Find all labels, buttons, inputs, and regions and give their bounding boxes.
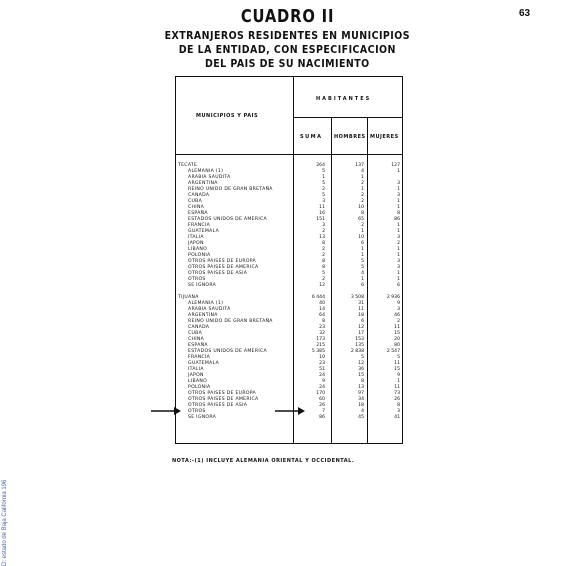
row-label: ITALIA [188,235,204,240]
mujeres-cell: 5 [397,355,400,360]
mujeres-cell: 46 [394,313,400,318]
hombres-cell: 3 508 [350,295,364,300]
suma-cell: 151 [316,217,325,222]
arrow-icon [274,406,306,416]
suma-cell: 5 [322,169,325,174]
header-divider [293,117,402,118]
hombres-cell: 1 [361,253,364,258]
mujeres-cell: 9 [397,301,400,306]
mujeres-cell: 20 [394,337,400,342]
hombres-cell: 31 [358,301,364,306]
hombres-cell: 6 [361,319,364,324]
suma-cell: 13 [319,235,325,240]
row-label: GUATEMALA [188,229,220,234]
suma-cell: 215 [316,343,325,348]
hombres-cell: 13 [358,385,364,390]
mujeres-cell: 3 [397,307,400,312]
arrow-icon [150,406,182,416]
suma-cell: 23 [319,361,325,366]
row-label: JAPON [188,373,204,378]
mujeres-cell: 1 [397,199,400,204]
mujeres-cell: 127 [391,163,400,168]
suma-cell: 24 [319,373,325,378]
suma-cell: 32 [319,331,325,336]
table-subtitle-line-1: EXTRANJEROS RESIDENTES EN MUNICIPIOS [164,30,411,42]
row-label: OTROS PAISES DE AMERICA [188,265,259,270]
mujeres-cell: 2 936 [386,295,400,300]
hombres-cell: 10 [358,205,364,210]
mujeres-cell: 3 [397,235,400,240]
suma-cell: 23 [319,325,325,330]
hombres-cell: 1 [361,229,364,234]
mujeres-cell: 15 [394,331,400,336]
row-label: ITALIA [188,367,204,372]
row-label: FRANCIA [188,223,211,228]
mujeres-cell: 86 [394,217,400,222]
hombres-cell: 11 [358,307,364,312]
hombres-cell: 18 [358,403,364,408]
mujeres-cell: 2 [397,241,400,246]
row-label: OTROS PAISES DE ASIA [188,403,248,408]
suma-cell: 14 [319,307,325,312]
row-label: SE IGNORA [188,415,217,420]
suma-cell: 5 [322,193,325,198]
hombres-cell: 1 [361,187,364,192]
suma-cell: 3 [322,223,325,228]
row-label: OTROS PAISES DE EUROPA [188,259,256,264]
row-label: ESTADOS UNIDOS DE AMERICA [188,349,267,354]
hombres-cell: 34 [358,397,364,402]
suma-cell: 60 [319,397,325,402]
row-label: REINO UNIDO DE GRAN BRETAÑA [188,187,273,192]
row-label: POLONIA [188,385,211,390]
row-label: CHINA [188,205,205,210]
table-subtitle-line-3: DEL PAIS DE SU NACIMIENTO [204,58,370,70]
mujeres-cell: 8 [397,403,400,408]
hombres-cell: 2 [361,193,364,198]
row-label: POLONIA [188,253,211,258]
hombres-cell: 6 [361,241,364,246]
suma-cell: 64 [319,313,325,318]
row-label: REINO UNIDO DE GRAN BRETAÑA [188,319,273,324]
row-label: CUBA [188,331,203,336]
suma-cell: 264 [316,163,325,168]
suma-cell: 173 [316,337,325,342]
row-label: CUBA [188,199,203,204]
row-label: SE IGNORA [188,283,217,288]
hombres-cell: 8 [361,379,364,384]
hombres-cell: 135 [355,343,364,348]
hombres-cell: 45 [358,415,364,420]
suma-cell: 8 [322,241,325,246]
hombres-cell: 5 [361,259,364,264]
hombres-cell: 2 838 [350,349,364,354]
row-label: OTROS [188,409,206,414]
row-label: LIBANO [188,379,208,384]
row-label: TECATE [178,163,198,168]
mujeres-cell: 1 [397,223,400,228]
mujeres-cell: 2 547 [386,349,400,354]
row-label: CANADA [188,193,210,198]
table-title: CUADRO II [240,6,335,27]
row-label: ARABIA SAUDITA [188,175,231,180]
row-label: OTROS PAISES DE AMERICA [188,397,259,402]
row-label: GUATEMALA [188,361,220,366]
mujeres-cell: 3 [397,265,400,270]
mujeres-cell: 11 [394,325,400,330]
row-label: OTROS [188,277,206,282]
row-label: LIBANO [188,247,208,252]
row-label: ESPAÑA [188,211,208,216]
mujeres-cell: 2 [397,319,400,324]
suma-cell: 170 [316,391,325,396]
header-mujeres: MUJERES [370,134,399,140]
row-label: FRANCIA [188,355,211,360]
mujeres-cell: 73 [394,391,400,396]
suma-cell: 86 [319,415,325,420]
suma-cell: 51 [319,367,325,372]
hombres-cell: 8 [361,211,364,216]
row-label: ARGENTINA [188,181,218,186]
mujeres-cell: 3 [397,409,400,414]
hombres-cell: 15 [358,373,364,378]
header-municipios: MUNICIPIOS Y PAIS [196,113,259,119]
row-label: ESTADOS UNIDOS DE AMERICA [188,217,267,222]
hombres-cell: 1 [361,277,364,282]
suma-cell: 10 [319,355,325,360]
hombres-cell: 4 [361,409,364,414]
hombres-cell: 65 [358,217,364,222]
hombres-cell: 5 [361,265,364,270]
mujeres-cell: 1 [397,205,400,210]
mujeres-cell: 15 [394,367,400,372]
header-suma: SUMA [300,134,323,140]
mujeres-cell: 1 [397,169,400,174]
mujeres-cell: 11 [394,361,400,366]
row-label: ALEMANIA (1) [188,301,224,306]
mujeres-cell: 3 [397,181,400,186]
hombres-cell: 4 [361,169,364,174]
row-label: JAPON [188,241,204,246]
suma-cell: 1 [322,175,325,180]
hombres-cell: 2 [361,181,364,186]
header-divider [176,154,402,155]
mujeres-cell: 1 [397,271,400,276]
hombres-cell: 5 [361,355,364,360]
suma-cell: 8 [322,319,325,324]
mujeres-cell: 11 [394,385,400,390]
suma-cell: 2 [322,247,325,252]
hombres-cell: 137 [355,163,364,168]
mujeres-cell: 8 [397,211,400,216]
suma-cell: 26 [319,403,325,408]
hombres-cell: 36 [358,367,364,372]
suma-cell: 5 [322,271,325,276]
hombres-cell: 12 [358,361,364,366]
suma-cell: 7 [322,409,325,414]
suma-cell: 11 [319,205,325,210]
hombres-cell: 1 [361,247,364,252]
footnote: NOTA:-(1) INCLUYE ALEMANIA ORIENTAL Y OCCIDENTAL. [172,458,355,464]
mujeres-cell: 80 [394,343,400,348]
row-label: TIJUANA [178,295,199,300]
hombres-cell: 1 [361,175,364,180]
mujeres-cell: 1 [397,277,400,282]
suma-cell: 2 [322,277,325,282]
mujeres-cell: 3 [397,193,400,198]
hombres-cell: 97 [358,391,364,396]
mujeres-cell: 1 [397,247,400,252]
suma-cell: 6 444 [311,295,325,300]
suma-cell: 2 [322,253,325,258]
suma-cell: 40 [319,301,325,306]
hombres-cell: 6 [361,283,364,288]
suma-cell: 12 [319,283,325,288]
mujeres-cell: 1 [397,379,400,384]
table-subtitle-line-2: DE LA ENTIDAD, CON ESPECIFICACION [178,44,396,56]
suma-cell: 9 [322,379,325,384]
row-label: OTROS PAISES DE EUROPA [188,391,256,396]
header-hombres: HOMBRES [334,134,366,140]
mujeres-cell: 26 [394,397,400,402]
suma-cell: 2 [322,229,325,234]
row-label: OTROS PAISES DE ASIA [188,271,248,276]
suma-cell: 8 [322,259,325,264]
hombres-cell: 4 [361,271,364,276]
suma-cell: 24 [319,385,325,390]
mujeres-cell: 41 [394,415,400,420]
row-label: ALEMANIA (1) [188,169,224,174]
hombres-cell: 153 [355,337,364,342]
mujeres-cell: 1 [397,229,400,234]
hombres-cell: 17 [358,331,364,336]
mujeres-cell: 1 [397,187,400,192]
hombres-cell: 18 [358,313,364,318]
mujeres-cell: 3 [397,259,400,264]
suma-cell: 5 385 [311,349,325,354]
header-habitantes: HABITANTES [316,96,372,102]
row-label: ARABIA SAUDITA [188,307,231,312]
suma-cell: 16 [319,211,325,216]
suma-cell: 5 [322,181,325,186]
hombres-cell: 12 [358,325,364,330]
page-number: 63 [519,8,531,19]
row-label: ARGENTINA [188,313,218,318]
suma-cell: 2 [322,187,325,192]
row-label: ESPAÑA [188,343,208,348]
side-caption: D: estado de Baja California 196 [2,479,8,566]
hombres-cell: 10 [358,235,364,240]
row-label: CANADA [188,325,210,330]
row-label: CHINA [188,337,205,342]
hombres-cell: 2 [361,199,364,204]
mujeres-cell: 9 [397,373,400,378]
statistics-table [175,76,403,444]
suma-cell: 8 [322,265,325,270]
mujeres-cell: 1 [397,253,400,258]
hombres-cell: 2 [361,223,364,228]
mujeres-cell: 6 [397,283,400,288]
suma-cell: 3 [322,199,325,204]
